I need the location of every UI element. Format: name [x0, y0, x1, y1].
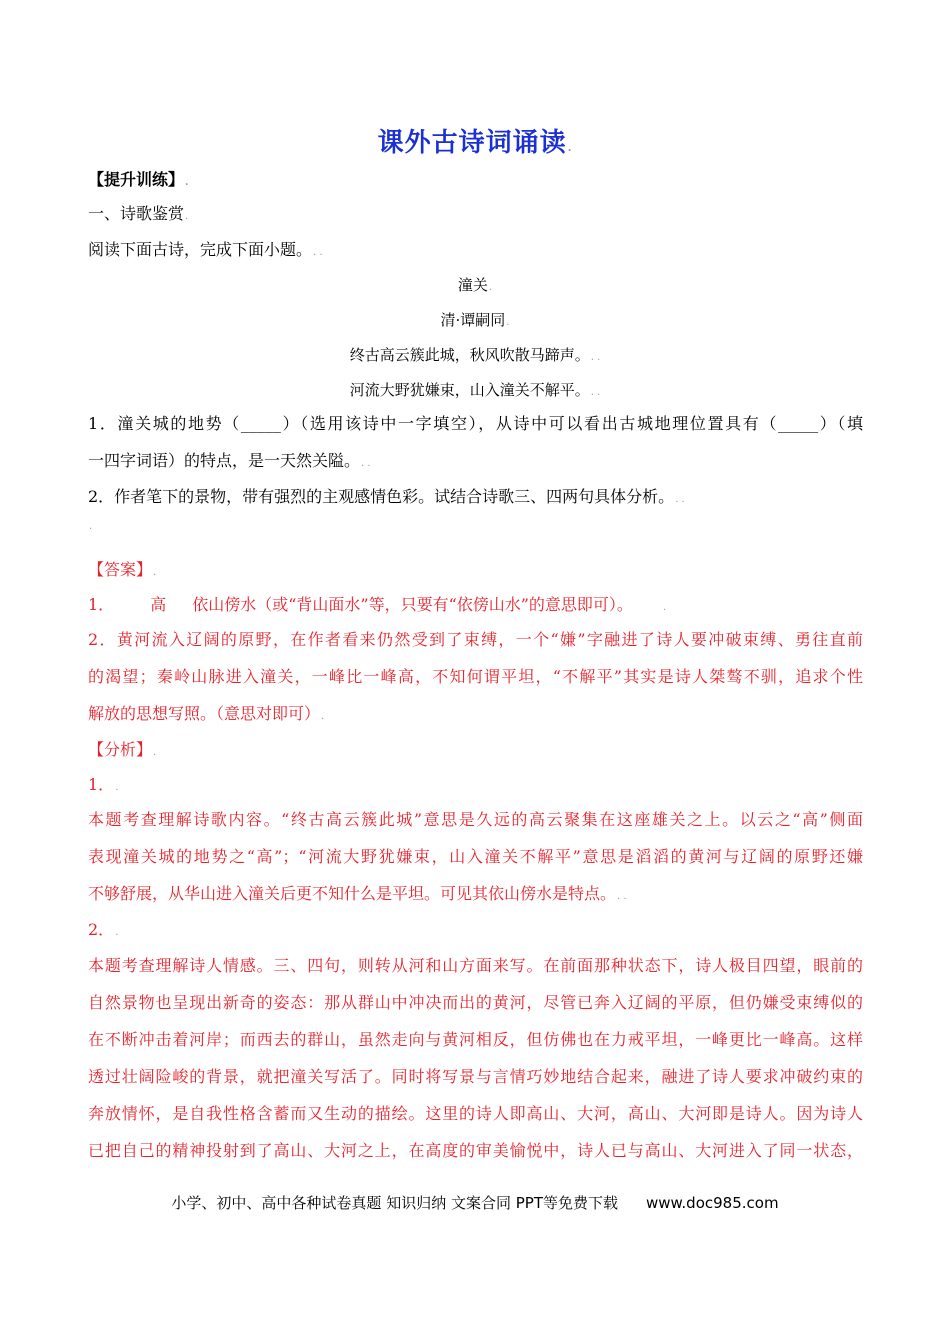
analysis-2-line-4: 透过壮阔险峻的背景，就把潼关写活了。同时将写景与言情巧妙地结合起来，融进了诗人要求冲破约束的 [88, 1067, 863, 1086]
answer-header: 【答案】. [88, 560, 157, 579]
analysis-number-2: 2．. [88, 920, 119, 939]
poem-title: 潼关. [457, 276, 493, 294]
poem-line-2: 河流大野犹嫌束，山入潼关不解平。. . [349, 381, 601, 399]
poem-line-1: 终古高云簇此城，秋风吹散马蹄声。. . [349, 346, 601, 364]
analysis-header: 【分析】. [88, 740, 157, 759]
answer-2-line-1: 2．黄河流入辽阔的原野，在作者看来仍然受到了束缚，一个“嫌”字融进了诗人要冲破束缚、勇往直前 [88, 630, 863, 649]
section-header: 【提升训练】. [88, 170, 189, 189]
analysis-1-line-3: 不够舒展，从华山进入潼关后更不知什么是平坦。可见其依山傍水是特点。. . [88, 884, 627, 903]
analysis-1-line-2: 表现潼关城的地势之“高”；“河流大野犹嫌束，山入潼关不解平”意思是滔滔的黄河与辽阔的原野还嫌 [88, 847, 863, 866]
analysis-2-line-3: 在不断冲击着河岸；而西去的群山，虽然走向与黄河相反，但仿佛也在力戒平坦，一峰更比一峰高。这样 [88, 1030, 863, 1049]
analysis-number-1: 1．. [88, 775, 119, 794]
analysis-1-line-1: 本题考查理解诗歌内容。“终古高云簇此城”意思是久远的高云聚集在这座雄关之上。以云之“高”侧面 [88, 810, 863, 829]
poem-author: 清·谭嗣同. [440, 311, 510, 329]
analysis-2-line-2: 自然景物也呈现出新奇的姿态：那从群山中冲决而出的黄河，尽管已奔入辽阔的平原，但仍嫌受束缚似的 [88, 993, 863, 1012]
analysis-2-line-1: 本题考查理解诗人情感。三、四句，则转从河和山方面来写。在前面那种状态下，诗人极目四望，眼前的 [88, 956, 863, 975]
answer-2-line-2: 的渴望；秦岭山脉进入潼关，一峰比一峰高，不知何谓平坦，“不解平”其实是诗人桀骜不驯，追求个性 [88, 667, 863, 686]
blank-line: . [89, 521, 93, 532]
analysis-2-line-6: 已把自己的精神投射到了高山、大河之上，在高度的审美愉悦中，诗人已与高山、大河进入了同一状态， [88, 1141, 863, 1160]
question-2: 2．作者笔下的景物，带有强烈的主观感情色彩。试结合诗歌三、四两句具体分析。. . [88, 487, 685, 506]
footer-url[interactable]: www.doc985.com [645, 1194, 779, 1212]
page-title: 课外古诗词诵读. [377, 128, 573, 158]
page-footer [0, 1192, 950, 1213]
instruction-text: 阅读下面古诗，完成下面小题。. . [88, 240, 323, 259]
question-1-line-1: 1．潼关城的地势（_____）（选用该诗中一字填空），从诗中可以看出古城地理位置具有（_____）（填 [88, 414, 863, 433]
footer-text: 小学、初中、高中各种试卷真题 知识归纳 文案合同 PPT等免费下载 [171, 1194, 618, 1212]
answer-1: 1． 高 依山傍水（或“背山面水”等，只要有“依傍山水”的意思即可）。 . [88, 595, 667, 614]
answer-2-line-3: 解放的思想写照。（意思对即可）. [88, 704, 325, 723]
question-1-line-2: 一四字词语）的特点，是一天然关隘。. . [88, 451, 371, 470]
part-one-heading: 一、诗歌鉴赏. [88, 204, 189, 223]
analysis-2-line-5: 奔放情怀，是自我性格含蓄而又生动的描绘。这里的诗人即高山、大河，高山、大河即是诗人。因为诗人 [88, 1104, 863, 1123]
